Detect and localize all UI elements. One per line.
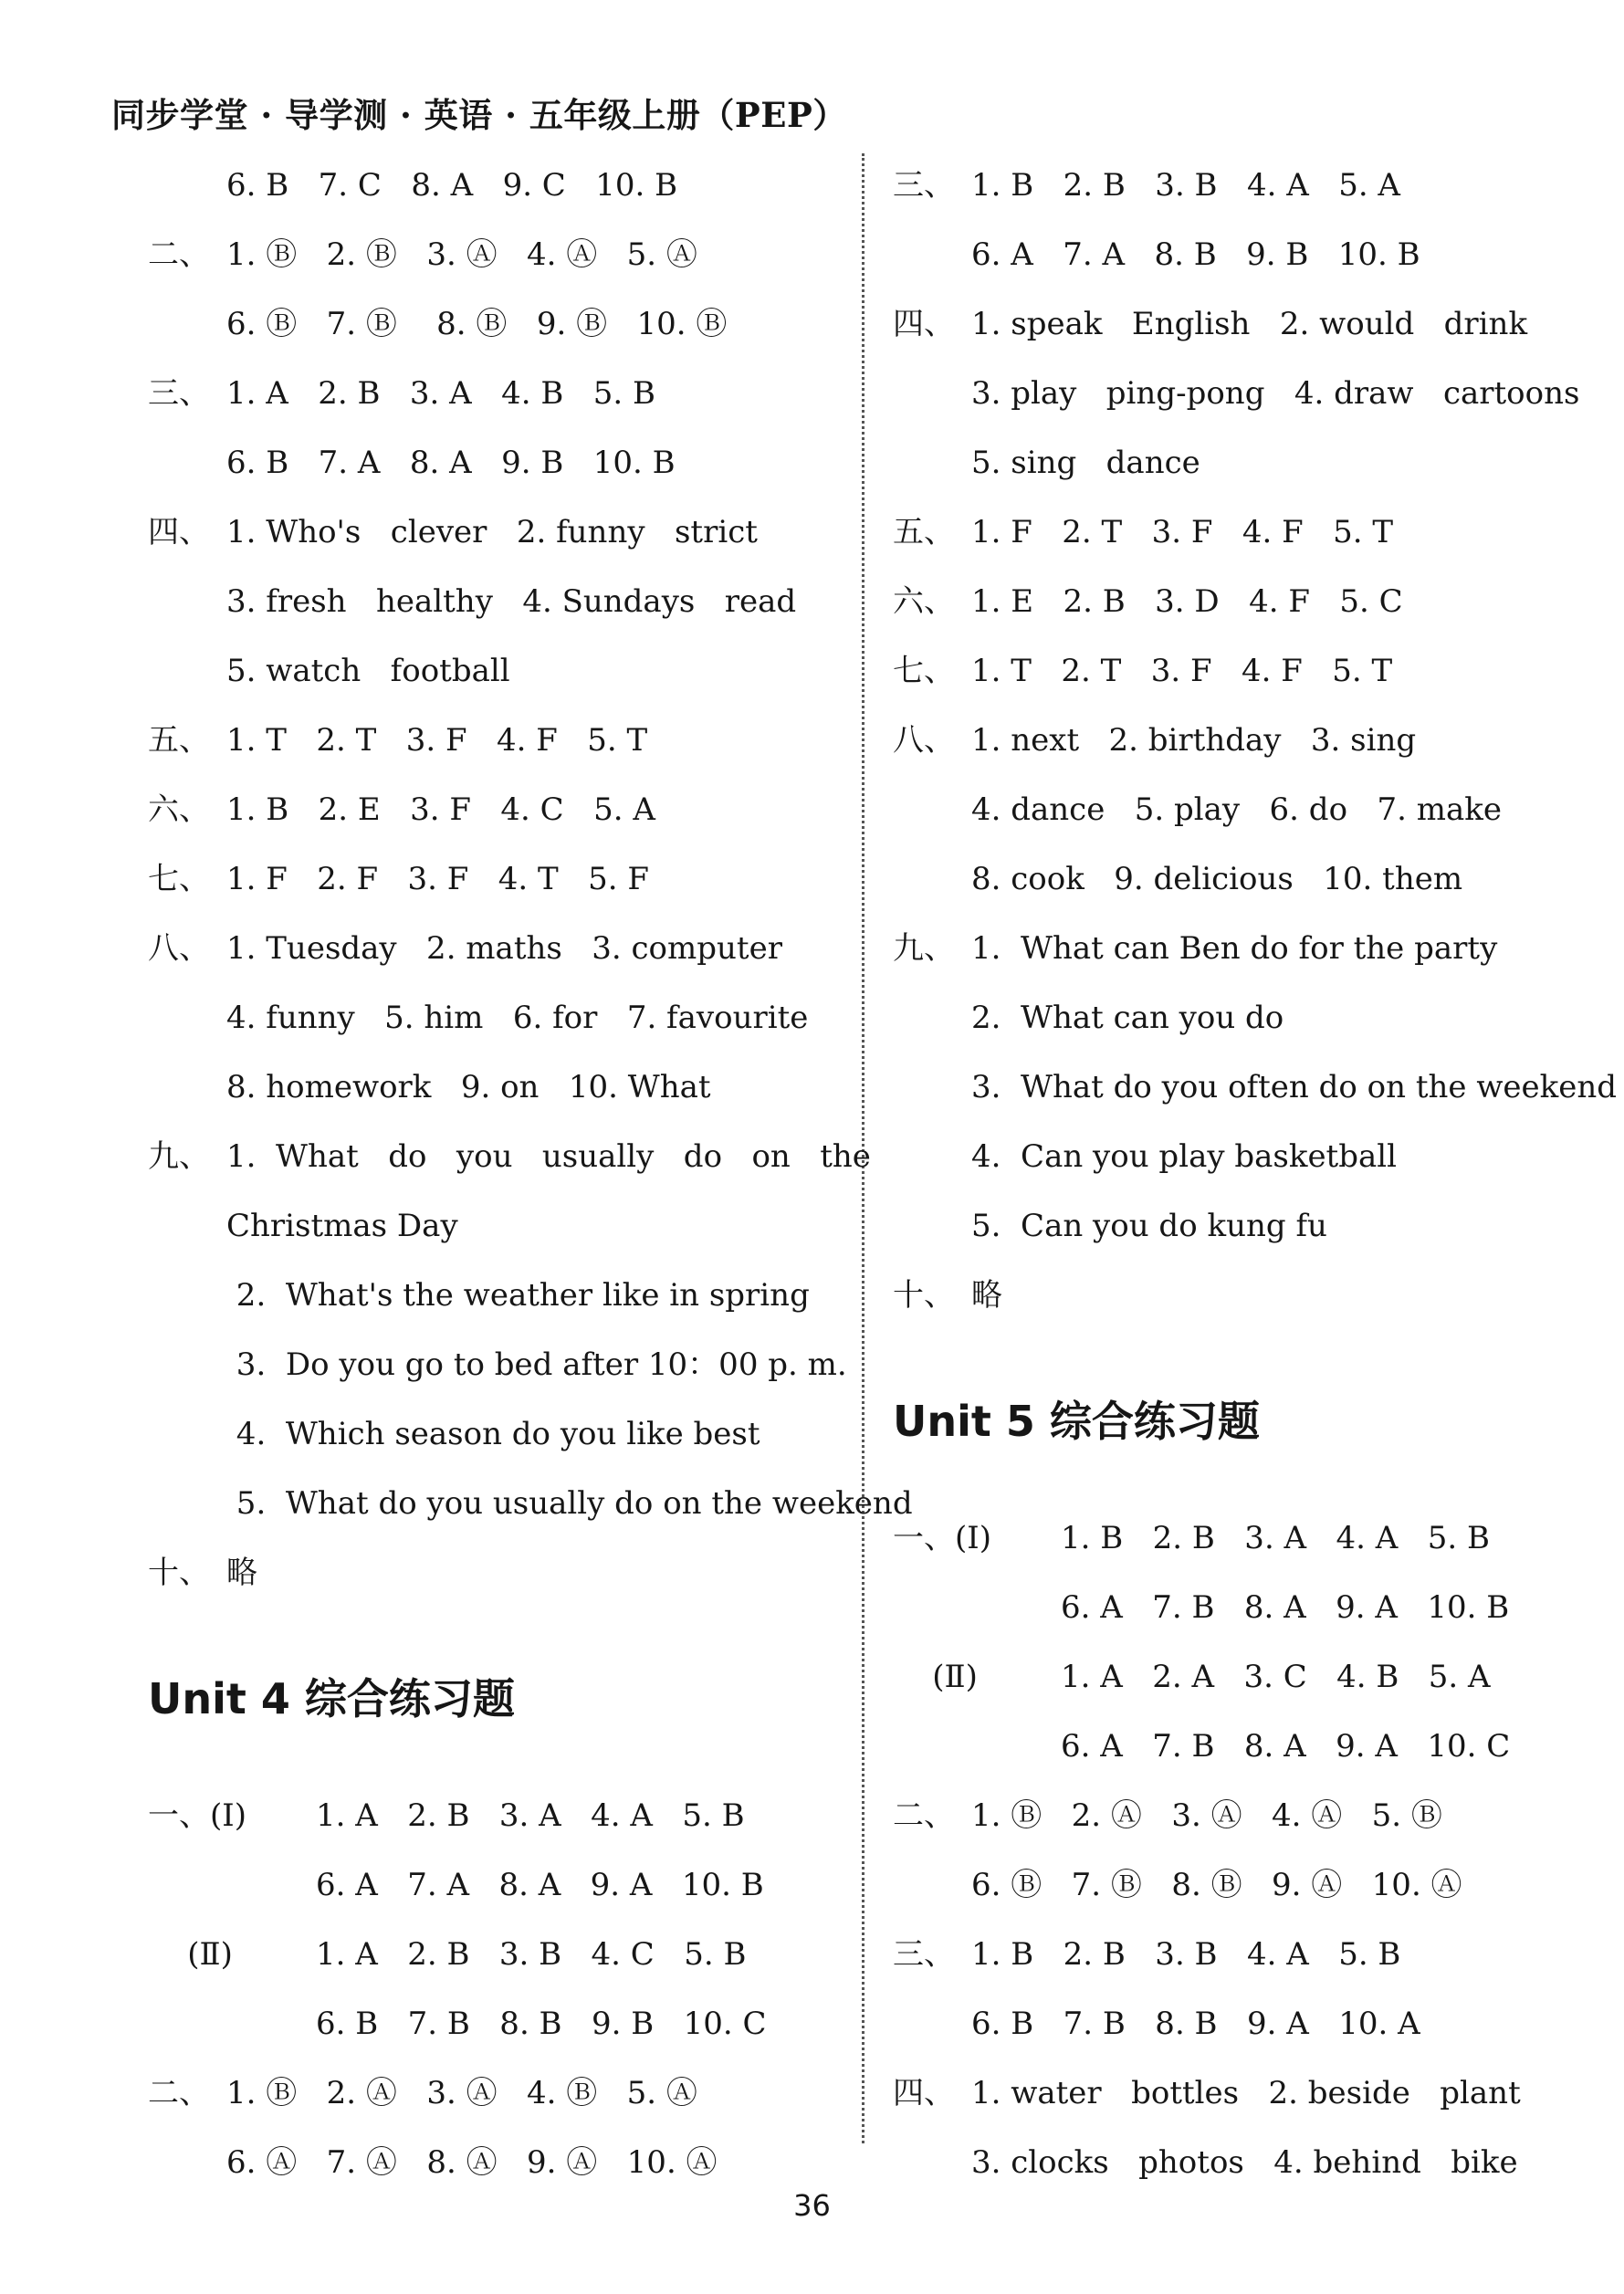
subsection-label: (Ⅱ) [148, 1936, 233, 1973]
page-number: 36 [793, 2188, 831, 2223]
answer-text: 1. T 2. T 3. F 4. F 5. T [226, 722, 648, 759]
book-header: 同步学堂 · 导学测 · 英语 · 五年级上册（PEP） [111, 95, 847, 135]
answer-line [148, 498, 860, 567]
answer-line [893, 1573, 1605, 1642]
answer-line [148, 1538, 860, 1608]
answer-text: 1. speak English 2. would drink [971, 306, 1528, 342]
answer-text: 1. What do you usually do on the [226, 1138, 871, 1175]
section-label: 六、 [148, 791, 210, 828]
answer-text: 3. What do you often do on the weekend [971, 1069, 1618, 1105]
answer-text: 略 [226, 1555, 257, 1591]
answer-line [148, 775, 860, 844]
section-label: 四、 [148, 514, 210, 550]
answer-line [893, 1503, 1605, 1573]
subsection-label: (Ⅱ) [893, 1659, 978, 1695]
answer-line [148, 567, 860, 636]
answer-line [148, 1781, 860, 1850]
answer-text: 6. A 7. A 8. B 9. B 10. B [971, 236, 1420, 273]
answer-text: 3. fresh healthy 4. Sundays read [226, 583, 797, 620]
answer-text: 6. Ⓑ 7. Ⓑ 8. Ⓑ 9. Ⓐ 10. Ⓐ [971, 1867, 1462, 1903]
answer-line [893, 1122, 1605, 1191]
section-label: 八、 [893, 722, 955, 759]
answer-text: 略 [971, 1277, 1002, 1314]
answer-text: 3. clocks photos 4. behind bike [971, 2144, 1518, 2181]
answer-line [148, 914, 860, 983]
answer-text: 4. Which season do you like best [226, 1416, 760, 1452]
answer-text: 1. What can Ben do for the party [971, 930, 1498, 967]
answer-line [893, 1191, 1605, 1261]
answer-line [893, 775, 1605, 844]
answer-text: 1. next 2. birthday 3. sing [971, 722, 1417, 759]
answer-text: Christmas Day [226, 1208, 458, 1244]
answer-line [148, 1122, 871, 1191]
answer-line [148, 151, 860, 220]
section-label: 八、 [148, 930, 210, 967]
answer-text: 2. What can you do [971, 1000, 1284, 1036]
answer-text: 1. E 2. B 3. D 4. F 5. C [971, 583, 1403, 620]
section-label: 二、 [148, 2075, 210, 2111]
answer-text: 1. B 2. E 3. F 4. C 5. A [226, 791, 655, 828]
answer-line [893, 1261, 1605, 1330]
answer-text: 1. A 2. B 3. B 4. C 5. B [316, 1936, 747, 1973]
answer-text: 6. A 7. B 8. A 9. A 10. C [1061, 1728, 1511, 1765]
answer-line [148, 1850, 860, 1920]
left-column [148, 151, 913, 2197]
unit-heading [148, 1644, 860, 1754]
answer-text: 1. A 2. A 3. C 4. B 5. A [1061, 1659, 1491, 1695]
section-label: 十、 [148, 1555, 210, 1591]
section-label: 五、 [893, 514, 955, 550]
answer-line [148, 844, 860, 914]
answer-text: 6. A 7. A 8. A 9. A 10. B [316, 1867, 764, 1903]
answer-line [148, 706, 860, 775]
answer-line [893, 636, 1605, 706]
answer-line [893, 1850, 1605, 1920]
answer-text: 1. T 2. T 3. F 4. F 5. T [971, 653, 1393, 689]
answer-line [893, 1781, 1605, 1850]
answer-line [893, 567, 1605, 636]
answer-text: 2. What's the weather like in spring [226, 1277, 810, 1314]
section-label: 九、 [893, 930, 955, 967]
answer-line [893, 1920, 1605, 1989]
section-label: 四、 [893, 2075, 955, 2111]
answer-line [893, 1053, 1618, 1122]
answer-text: 4. dance 5. play 6. do 7. make [971, 791, 1502, 828]
answer-line [893, 2128, 1605, 2197]
answer-line [893, 220, 1605, 289]
subsection-label: 一、(Ⅰ) [148, 1797, 246, 1834]
answer-line [148, 636, 860, 706]
answer-text: 6. Ⓑ 7. Ⓑ 8. Ⓑ 9. Ⓑ 10. Ⓑ [226, 306, 728, 342]
section-label: 三、 [893, 1936, 955, 1973]
answer-line [148, 1330, 860, 1399]
section-label: 三、 [148, 375, 210, 412]
answer-line [893, 151, 1605, 220]
answer-text: 3. Do you go to bed after 10：00 p. m. [226, 1346, 847, 1383]
answer-line [893, 359, 1605, 428]
right-column [893, 151, 1618, 2197]
answer-line [148, 289, 860, 359]
answer-text: 4. Can you play basketball [971, 1138, 1398, 1175]
answer-line [148, 220, 860, 289]
answer-line [148, 1191, 860, 1261]
answer-line [148, 1399, 860, 1469]
answer-text: 6. B 7. B 8. B 9. A 10. A [971, 2006, 1420, 2042]
answer-text: 1. Ⓑ 2. Ⓑ 3. Ⓐ 4. Ⓐ 5. Ⓐ [226, 236, 697, 273]
section-label: 五、 [148, 722, 210, 759]
answer-text: 6. B 7. C 8. A 9. C 10. B [226, 167, 678, 204]
answer-text: 1. A 2. B 3. A 4. B 5. B [226, 375, 655, 412]
answer-line [893, 914, 1605, 983]
answer-text: 1. A 2. B 3. A 4. A 5. B [316, 1797, 745, 1834]
answer-line [893, 2058, 1605, 2128]
answer-text: 5. What do you usually do on the weekend [226, 1485, 913, 1522]
section-label: 四、 [893, 306, 955, 342]
answer-line [893, 983, 1605, 1053]
section-label: 三、 [893, 167, 955, 204]
answer-text: 1. Who's clever 2. funny strict [226, 514, 758, 550]
section-label: 九、 [148, 1138, 210, 1175]
answer-line [893, 1642, 1605, 1712]
answer-text: 5. sing dance [971, 445, 1200, 481]
answer-line [893, 289, 1605, 359]
answer-text: 3. play ping-pong 4. draw cartoons [971, 375, 1580, 412]
answer-text: 6. B 7. A 8. A 9. B 10. B [226, 445, 676, 481]
answer-text: 5. Can you do kung fu [971, 1208, 1327, 1244]
answer-line [893, 428, 1605, 498]
answer-line [893, 498, 1605, 567]
answer-text: 6. B 7. B 8. B 9. B 10. C [316, 2006, 767, 2042]
answer-text: 8. cook 9. delicious 10. them [971, 861, 1463, 897]
answer-text: 1. water bottles 2. beside plant [971, 2075, 1521, 2111]
answer-text: 1. F 2. T 3. F 4. F 5. T [971, 514, 1394, 550]
section-label: 十、 [893, 1277, 955, 1314]
subsection-label: 一、(Ⅰ) [893, 1520, 991, 1556]
answer-text: 1. F 2. F 3. F 4. T 5. F [226, 861, 649, 897]
section-label: 七、 [893, 653, 955, 689]
section-label: 二、 [148, 236, 210, 273]
answer-text: 8. homework 9. on 10. What [226, 1069, 711, 1105]
answer-text: 1. B 2. B 3. B 4. A 5. B [971, 1936, 1401, 1973]
unit-heading [893, 1367, 1605, 1476]
answer-text: 1. B 2. B 3. B 4. A 5. A [971, 167, 1400, 204]
answer-line [148, 1053, 860, 1122]
answer-line [893, 1989, 1605, 2058]
answer-text: 5. watch football [226, 653, 510, 689]
answer-text: 1. Ⓑ 2. Ⓐ 3. Ⓐ 4. Ⓑ 5. Ⓐ [226, 2075, 697, 2111]
answer-line [148, 428, 860, 498]
section-label: 六、 [893, 583, 955, 620]
answer-line [148, 1989, 860, 2058]
answer-line [148, 2128, 860, 2197]
answer-line [148, 1469, 913, 1538]
answer-text: 6. Ⓐ 7. Ⓐ 8. Ⓐ 9. Ⓐ 10. Ⓐ [226, 2144, 718, 2181]
unit-title: Unit 4 综合练习题 [148, 1674, 515, 1723]
answer-line [148, 1920, 860, 1989]
answer-text: 1. Ⓑ 2. Ⓐ 3. Ⓐ 4. Ⓐ 5. Ⓑ [971, 1797, 1442, 1834]
answer-text: 1. Tuesday 2. maths 3. computer [226, 930, 782, 967]
answer-line [148, 983, 860, 1053]
answer-line [148, 359, 860, 428]
answer-text: 4. funny 5. him 6. for 7. favourite [226, 1000, 809, 1036]
answer-text: 1. B 2. B 3. A 4. A 5. B [1061, 1520, 1490, 1556]
answer-line [893, 706, 1605, 775]
answer-line [148, 2058, 860, 2128]
answer-line [893, 1712, 1605, 1781]
answer-line [893, 844, 1605, 914]
unit-title: Unit 5 综合练习题 [893, 1397, 1260, 1446]
section-label: 七、 [148, 861, 210, 897]
section-label: 二、 [893, 1797, 955, 1834]
answer-text: 6. A 7. B 8. A 9. A 10. B [1061, 1589, 1510, 1626]
answer-line [148, 1261, 860, 1330]
